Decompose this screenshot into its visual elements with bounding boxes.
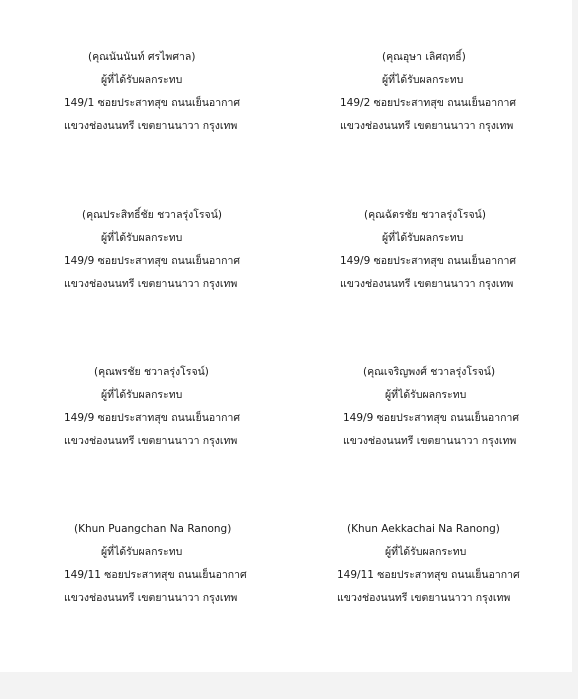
recipient-name: (Khun Puangchan Na Ranong) — [74, 523, 232, 535]
address-line-1: 149/9 ซอยประสาทสุข ถนนเย็นอากาศ — [340, 255, 517, 267]
recipient-name: (คุณประสิทธิ์ชัย ชวาลรุ่งโรจน์) — [82, 209, 222, 221]
address-label — [340, 46, 578, 138]
address-line-2: แขวงช่องนนทรี เขตยานนาวา กรุงเทพ — [64, 278, 238, 290]
recipient-name: (คุณพรชัย ชวาลรุ่งโรจน์) — [94, 366, 209, 378]
recipient-name: (Khun Aekkachai Na Ranong) — [347, 523, 500, 535]
recipient-note: ผู้ที่ได้รับผลกระทบ — [101, 74, 183, 86]
recipient-name: (คุณนันนันท์ ศรไพศาล) — [88, 51, 196, 63]
address-line-2: แขวงช่องนนทรี เขตยานนาวา กรุงเทพ — [64, 120, 238, 132]
address-line-1: 149/9 ซอยประสาทสุข ถนนเย็นอากาศ — [64, 412, 241, 424]
address-line-1: 149/1 ซอยประสาทสุข ถนนเย็นอากาศ — [64, 97, 241, 109]
address-label — [64, 204, 304, 296]
recipient-note: ผู้ที่ได้รับผลกระทบ — [385, 389, 467, 401]
address-label — [64, 46, 304, 138]
address-label — [343, 361, 578, 453]
recipient-name: (คุณเจริญพงศ์ ชวาลรุ่งโรจน์) — [363, 366, 496, 378]
recipient-note: ผู้ที่ได้รับผลกระทบ — [382, 74, 464, 86]
recipient-name: (คุณฉัตรชัย ชวาลรุ่งโรจน์) — [364, 209, 486, 221]
address-label — [340, 204, 578, 296]
address-label — [337, 518, 577, 610]
address-line-1: 149/11 ซอยประสาทสุข ถนนเย็นอากาศ — [337, 569, 520, 581]
address-line-1: 149/9 ซอยประสาทสุข ถนนเย็นอากาศ — [64, 255, 241, 267]
recipient-note: ผู้ที่ได้รับผลกระทบ — [101, 232, 183, 244]
recipient-note: ผู้ที่ได้รับผลกระทบ — [382, 232, 464, 244]
address-line-1: 149/9 ซอยประสาทสุข ถนนเย็นอากาศ — [343, 412, 520, 424]
address-line-2: แขวงช่องนนทรี เขตยานนาวา กรุงเทพ — [340, 120, 514, 132]
address-line-2: แขวงช่องนนทรี เขตยานนาวา กรุงเทพ — [337, 592, 511, 604]
address-line-2: แขวงช่องนนทรี เขตยานนาวา กรุงเทพ — [64, 435, 238, 447]
recipient-note: ผู้ที่ได้รับผลกระทบ — [385, 546, 467, 558]
recipient-note: ผู้ที่ได้รับผลกระทบ — [101, 389, 183, 401]
address-line-1: 149/2 ซอยประสาทสุข ถนนเย็นอากาศ — [340, 97, 517, 109]
address-line-2: แขวงช่องนนทรี เขตยานนาวา กรุงเทพ — [343, 435, 517, 447]
address-label — [64, 518, 304, 610]
address-line-2: แขวงช่องนนทรี เขตยานนาวา กรุงเทพ — [64, 592, 238, 604]
recipient-note: ผู้ที่ได้รับผลกระทบ — [101, 546, 183, 558]
recipient-name: (คุณอุษา เลิศฤทธิ์) — [382, 51, 466, 63]
address-line-2: แขวงช่องนนทรี เขตยานนาวา กรุงเทพ — [340, 278, 514, 290]
address-label — [64, 361, 304, 453]
address-line-1: 149/11 ซอยประสาทสุข ถนนเย็นอากาศ — [64, 569, 247, 581]
